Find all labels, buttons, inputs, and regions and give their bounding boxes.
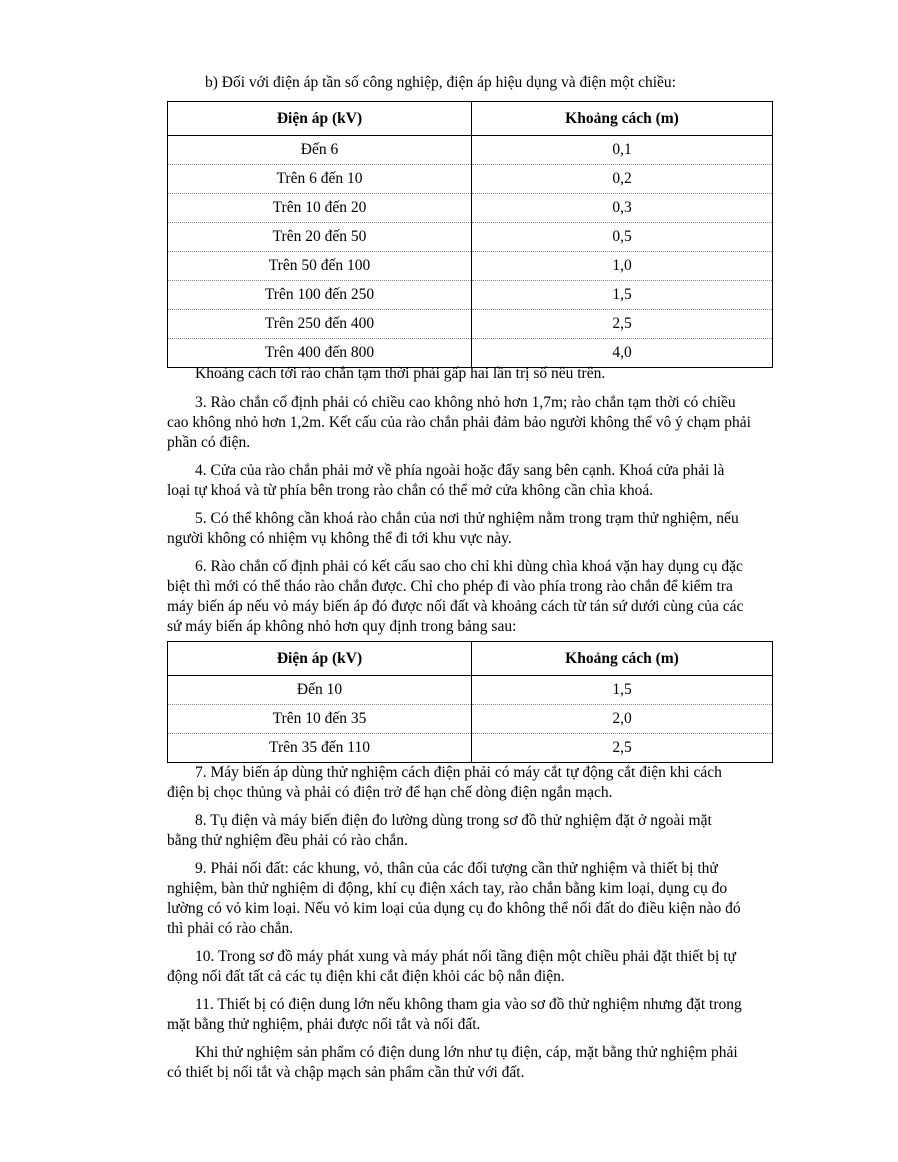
table-cell: Trên 20 đến 50 bbox=[168, 223, 472, 252]
paragraph-6-line: máy biến áp nếu vỏ máy biến áp đó được nối đất và khoảng cách từ tán sứ dưới cùng của các bbox=[167, 598, 744, 615]
paragraph-3-line: 3. Rào chắn cố định phải có chiều cao không nhỏ hơn 1,7m; rào chắn tạm thời có chiều bbox=[195, 394, 736, 411]
table-cell: 1,5 bbox=[472, 281, 773, 310]
table-row bbox=[168, 676, 773, 705]
paragraph-12-line: có thiết bị nối tắt và chập mạch sản phẩm cần thử với đất. bbox=[167, 1064, 525, 1081]
paragraph-9-line: lường có vỏ kim loại. Nếu vỏ kim loại của dụng cụ đo không thể nối đất do điều kiện nào đó bbox=[167, 900, 741, 917]
table-row bbox=[168, 223, 773, 252]
paragraph-3-line: cao không nhỏ hơn 1,2m. Kết cấu của rào chắn phải đảm bảo người không thể vô ý chạm phải bbox=[167, 414, 751, 431]
table-cell: Trên 400 đến 800 bbox=[168, 339, 472, 368]
table-cell: 0,1 bbox=[472, 136, 773, 165]
table-cell: 2,0 bbox=[472, 705, 773, 734]
table-cell: Đến 6 bbox=[168, 136, 472, 165]
table-cell: 0,5 bbox=[472, 223, 773, 252]
clearance-table-1 bbox=[167, 101, 773, 368]
section-heading-b: b) Đối với điện áp tần số công nghiệp, điện áp hiệu dụng và điện một chiều: bbox=[205, 74, 676, 91]
paragraph-10-line: động nối đất tất cả các tụ điện khi cắt điện khỏi các bộ nắn điện. bbox=[167, 968, 565, 985]
paragraph-4-line: loại tự khoá và từ phía bên trong rào chắn có thể mở cửa không cần chìa khoá. bbox=[167, 482, 654, 499]
table-cell: Trên 10 đến 35 bbox=[168, 705, 472, 734]
paragraph-5-line: người không có nhiệm vụ không thể đi tới khu vực này. bbox=[167, 530, 512, 547]
table2-header-voltage: Điện áp (kV) bbox=[168, 642, 472, 676]
paragraph-9-line: 9. Phải nối đất: các khung, vỏ, thân của các đối tượng cần thử nghiệm và thiết bị thử bbox=[195, 860, 718, 877]
table-row bbox=[168, 734, 773, 763]
table-row bbox=[168, 165, 773, 194]
paragraph-8-line: bằng thử nghiệm đều phải có rào chắn. bbox=[167, 832, 408, 849]
paragraph-10-line: 10. Trong sơ đồ máy phát xung và máy phát nối tầng điện một chiều phải đặt thiết bị tự bbox=[195, 948, 736, 965]
table-cell: Trên 50 đến 100 bbox=[168, 252, 472, 281]
paragraph-11-line: 11. Thiết bị có điện dung lớn nếu không tham gia vào sơ đồ thử nghiệm nhưng đặt trong bbox=[195, 996, 742, 1013]
table-cell: 0,3 bbox=[472, 194, 773, 223]
table-cell: Trên 6 đến 10 bbox=[168, 165, 472, 194]
table-row bbox=[168, 136, 773, 165]
paragraph-5-line: 5. Có thể không cần khoá rào chắn của nơi thử nghiệm nằm trong trạm thử nghiệm, nếu bbox=[195, 510, 739, 527]
table1-header-voltage: Điện áp (kV) bbox=[168, 102, 472, 136]
paragraph-3-line: phần có điện. bbox=[167, 434, 251, 451]
paragraph-6-line: biệt thì mới có thể tháo rào chắn được. Chỉ cho phép đi vào phía trong rào chắn để kiểm tra bbox=[167, 578, 733, 595]
table-cell: Trên 100 đến 250 bbox=[168, 281, 472, 310]
paragraph-4-line: 4. Cửa của rào chắn phải mở về phía ngoài hoặc đẩy sang bên cạnh. Khoá cửa phải là bbox=[195, 462, 725, 479]
table-cell: Trên 35 đến 110 bbox=[168, 734, 472, 763]
table-row bbox=[168, 252, 773, 281]
table-row bbox=[168, 281, 773, 310]
note-temporary-barrier: Khoảng cách tới rào chắn tạm thời phải gấp hai lần trị số nêu trên. bbox=[195, 365, 606, 382]
paragraph-8-line: 8. Tụ điện và máy biến điện đo lường dùng trong sơ đồ thử nghiệm đặt ở ngoài mặt bbox=[195, 812, 712, 829]
paragraph-6-line: sứ máy biến áp không nhỏ hơn quy định trong bảng sau: bbox=[167, 618, 517, 635]
table-cell: 2,5 bbox=[472, 734, 773, 763]
paragraph-11-line: mặt bằng thử nghiệm, phải được nối tắt và nối đất. bbox=[167, 1016, 481, 1033]
table-row bbox=[168, 310, 773, 339]
paragraph-6-line: 6. Rào chắn cố định phải có kết cấu sao cho chỉ khi dùng chìa khoá vặn hay dụng cụ đặc bbox=[195, 558, 743, 575]
table-cell: 1,5 bbox=[472, 676, 773, 705]
paragraph-9-line: thì phải có rào chắn. bbox=[167, 920, 294, 937]
table-cell: Trên 10 đến 20 bbox=[168, 194, 472, 223]
paragraph-7-line: điện bị chọc thủng và phải có điện trở để hạn chế dòng điện ngắn mạch. bbox=[167, 784, 613, 801]
paragraph-7-line: 7. Máy biến áp dùng thử nghiệm cách điện phải có máy cắt tự động cắt điện khi cách bbox=[195, 764, 722, 781]
table-cell: Trên 250 đến 400 bbox=[168, 310, 472, 339]
table-cell: 1,0 bbox=[472, 252, 773, 281]
table-cell: 4,0 bbox=[472, 339, 773, 368]
paragraph-12-line: Khi thử nghiệm sản phẩm có điện dung lớn như tụ điện, cáp, mặt bằng thử nghiệm phải bbox=[195, 1044, 738, 1061]
table1-header-distance: Khoảng cách (m) bbox=[472, 102, 773, 136]
table-row bbox=[168, 705, 773, 734]
table-cell: Đến 10 bbox=[168, 676, 472, 705]
table-cell: 0,2 bbox=[472, 165, 773, 194]
table-cell: 2,5 bbox=[472, 310, 773, 339]
clearance-table-2 bbox=[167, 641, 773, 763]
paragraph-9-line: nghiệm, bàn thử nghiệm di động, khí cụ điện xách tay, rào chắn bằng kim loại, dụng cụ đo bbox=[167, 880, 728, 897]
table2-header-distance: Khoảng cách (m) bbox=[472, 642, 773, 676]
table-row bbox=[168, 194, 773, 223]
